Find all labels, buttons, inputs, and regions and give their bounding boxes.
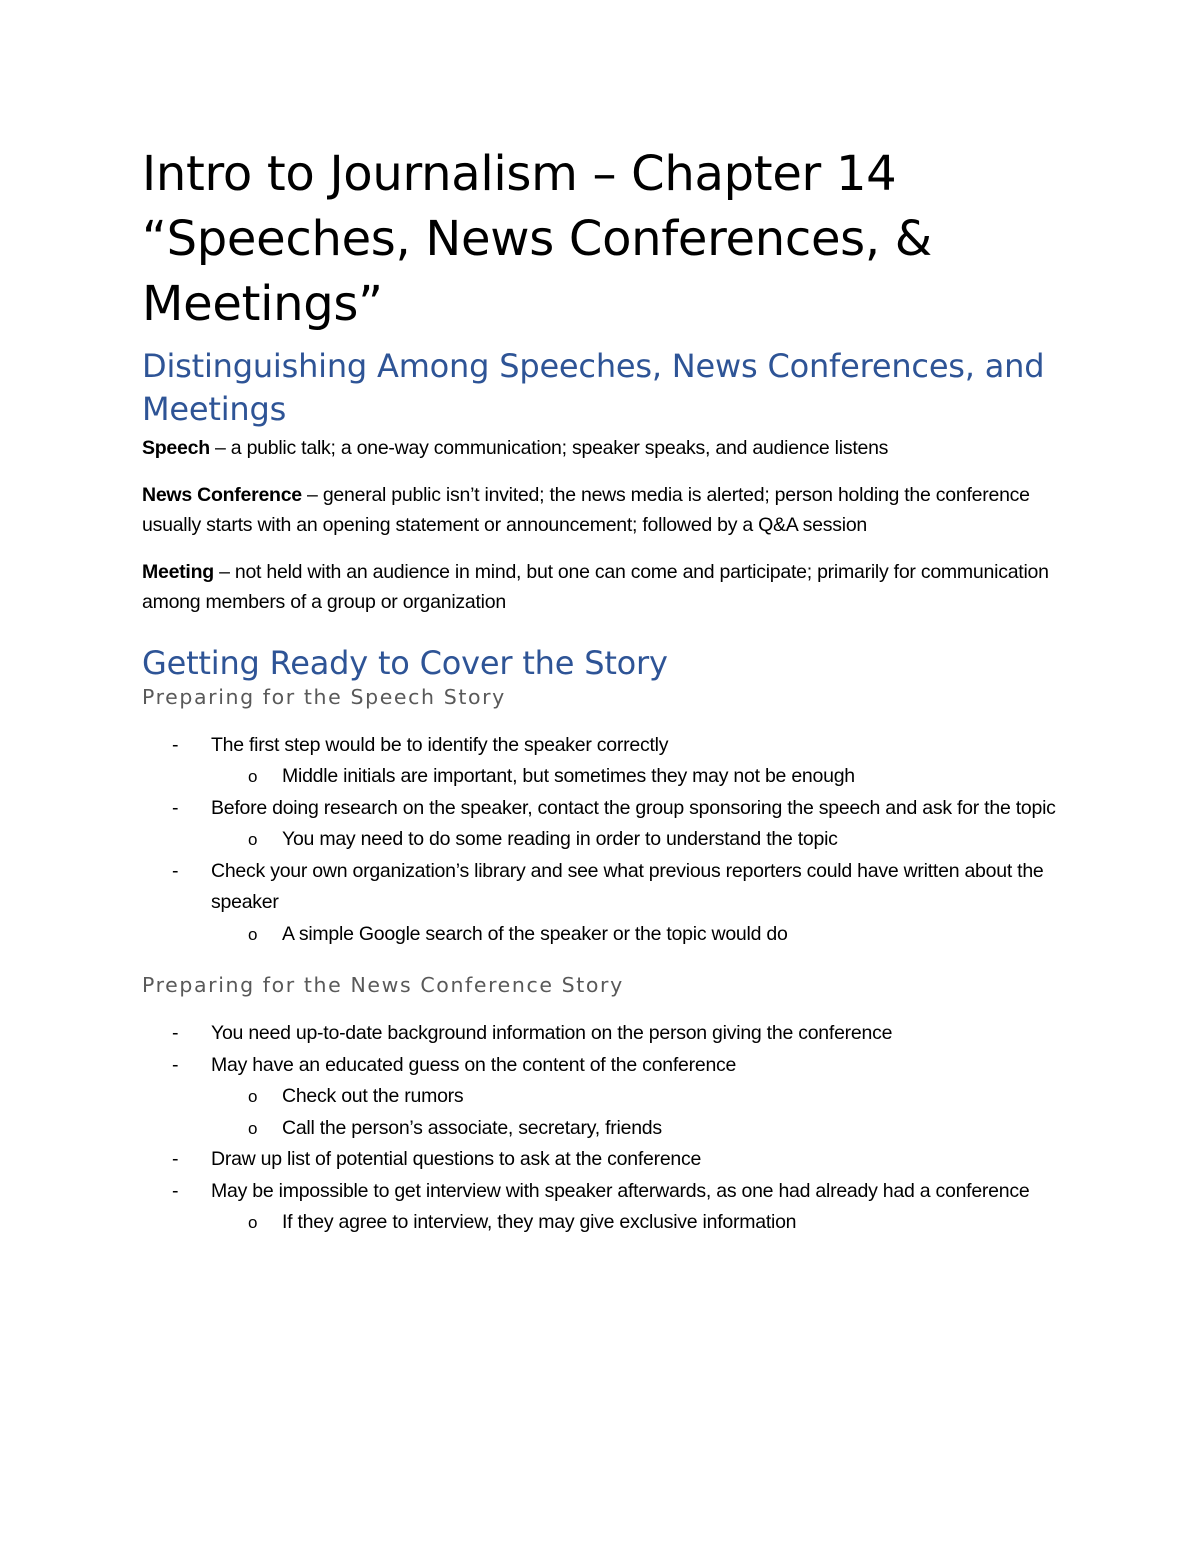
definition-text: – a public talk; a one-way communication; speaker speaks, and audience listens	[209, 437, 889, 459]
document-title: Intro to Journalism – Chapter 14 “Speeches, News Conferences, & Meetings”	[142, 146, 932, 332]
list-item	[142, 1050, 1062, 1145]
definition-speech	[142, 433, 1062, 464]
circle-bullet: o	[248, 924, 258, 944]
definition-news-conference	[142, 480, 1062, 541]
sub-list	[211, 1207, 1062, 1239]
sub-list-item	[211, 919, 1062, 951]
sub-list-item-text: Middle initials are important, but sometimes they may not be enough	[282, 765, 855, 787]
sub-list-item-text: Call the person’s associate, secretary, friends	[282, 1116, 662, 1139]
sub-list-item-text: You may need to do some reading in order to understand the topic	[282, 828, 838, 850]
sub-list-item-text: A simple Google search of the speaker or the topic would do	[282, 922, 788, 945]
dash-bullet: -	[172, 733, 179, 756]
sub-list	[211, 1081, 1062, 1144]
dash-bullet: -	[172, 1148, 179, 1170]
document-content	[142, 142, 1062, 1239]
speech-story-list	[142, 730, 1062, 951]
subheading-speech-story: Preparing for the Speech Story	[142, 684, 506, 709]
sub-list-item	[211, 761, 1062, 793]
dash-bullet: -	[172, 1179, 179, 1202]
sub-list	[211, 761, 1062, 793]
subheading-news-conference-story: Preparing for the News Conference Story	[142, 973, 624, 997]
definition-term: News Conference	[142, 483, 302, 506]
circle-bullet: o	[248, 1118, 258, 1138]
list-item-text: Before doing research on the speaker, contact the group sponsoring the speech and ask for the topic	[211, 796, 1056, 819]
circle-bullet: o	[248, 1213, 258, 1232]
conference-story-list	[142, 1018, 1062, 1239]
definition-text: – not held with an audience in mind, but one can come and participate; primarily for communication among members of a group or organization	[142, 560, 1049, 613]
sub-list-item-text: Check out the rumors	[282, 1085, 464, 1107]
list-item	[142, 1176, 1062, 1239]
dash-bullet: -	[172, 1053, 179, 1076]
list-item	[142, 856, 1062, 951]
list-item-text: The first step would be to identify the speaker correctly	[211, 733, 669, 756]
list-item	[142, 1144, 1062, 1176]
definition-meeting	[142, 557, 1062, 618]
sub-list	[211, 919, 1062, 951]
dash-bullet: -	[172, 1022, 179, 1044]
sub-list-item	[211, 1207, 1062, 1239]
list-item-text: May have an educated guess on the content of the conference	[211, 1053, 737, 1076]
section-heading-distinguishing: Distinguishing Among Speeches, News Conferences, and Meetings	[142, 347, 1045, 428]
sub-list-item-text: If they agree to interview, they may give exclusive information	[282, 1211, 797, 1233]
circle-bullet: o	[248, 767, 258, 786]
list-item	[142, 1018, 1062, 1050]
sub-list-item	[211, 1081, 1062, 1113]
list-item-text: Draw up list of potential questions to ask at the conference	[211, 1148, 702, 1170]
sub-list	[211, 824, 1062, 856]
list-item	[142, 730, 1062, 793]
circle-bullet: o	[248, 1087, 258, 1106]
dash-bullet: -	[172, 796, 179, 819]
dash-bullet: -	[172, 859, 179, 882]
section-heading-getting-ready: Getting Ready to Cover the Story	[142, 643, 668, 682]
definition-term: Speech	[142, 437, 210, 459]
sub-list-item	[211, 824, 1062, 856]
definition-term: Meeting	[142, 560, 214, 583]
list-item-text: May be impossible to get interview with speaker afterwards, as one had already had a conference	[211, 1179, 1030, 1202]
definition-text: – general public isn’t invited; the news media is alerted; person holding the conference usually starts with an opening statement or announcement; followed by a Q&A session	[142, 483, 1030, 536]
list-item	[142, 793, 1062, 856]
list-item-text: Check your own organization’s library and see what previous reporters could have written about the speaker	[211, 859, 1044, 913]
list-item-text: You need up-to-date background information on the person giving the conference	[211, 1022, 893, 1044]
circle-bullet: o	[248, 830, 258, 849]
sub-list-item	[211, 1113, 1062, 1145]
